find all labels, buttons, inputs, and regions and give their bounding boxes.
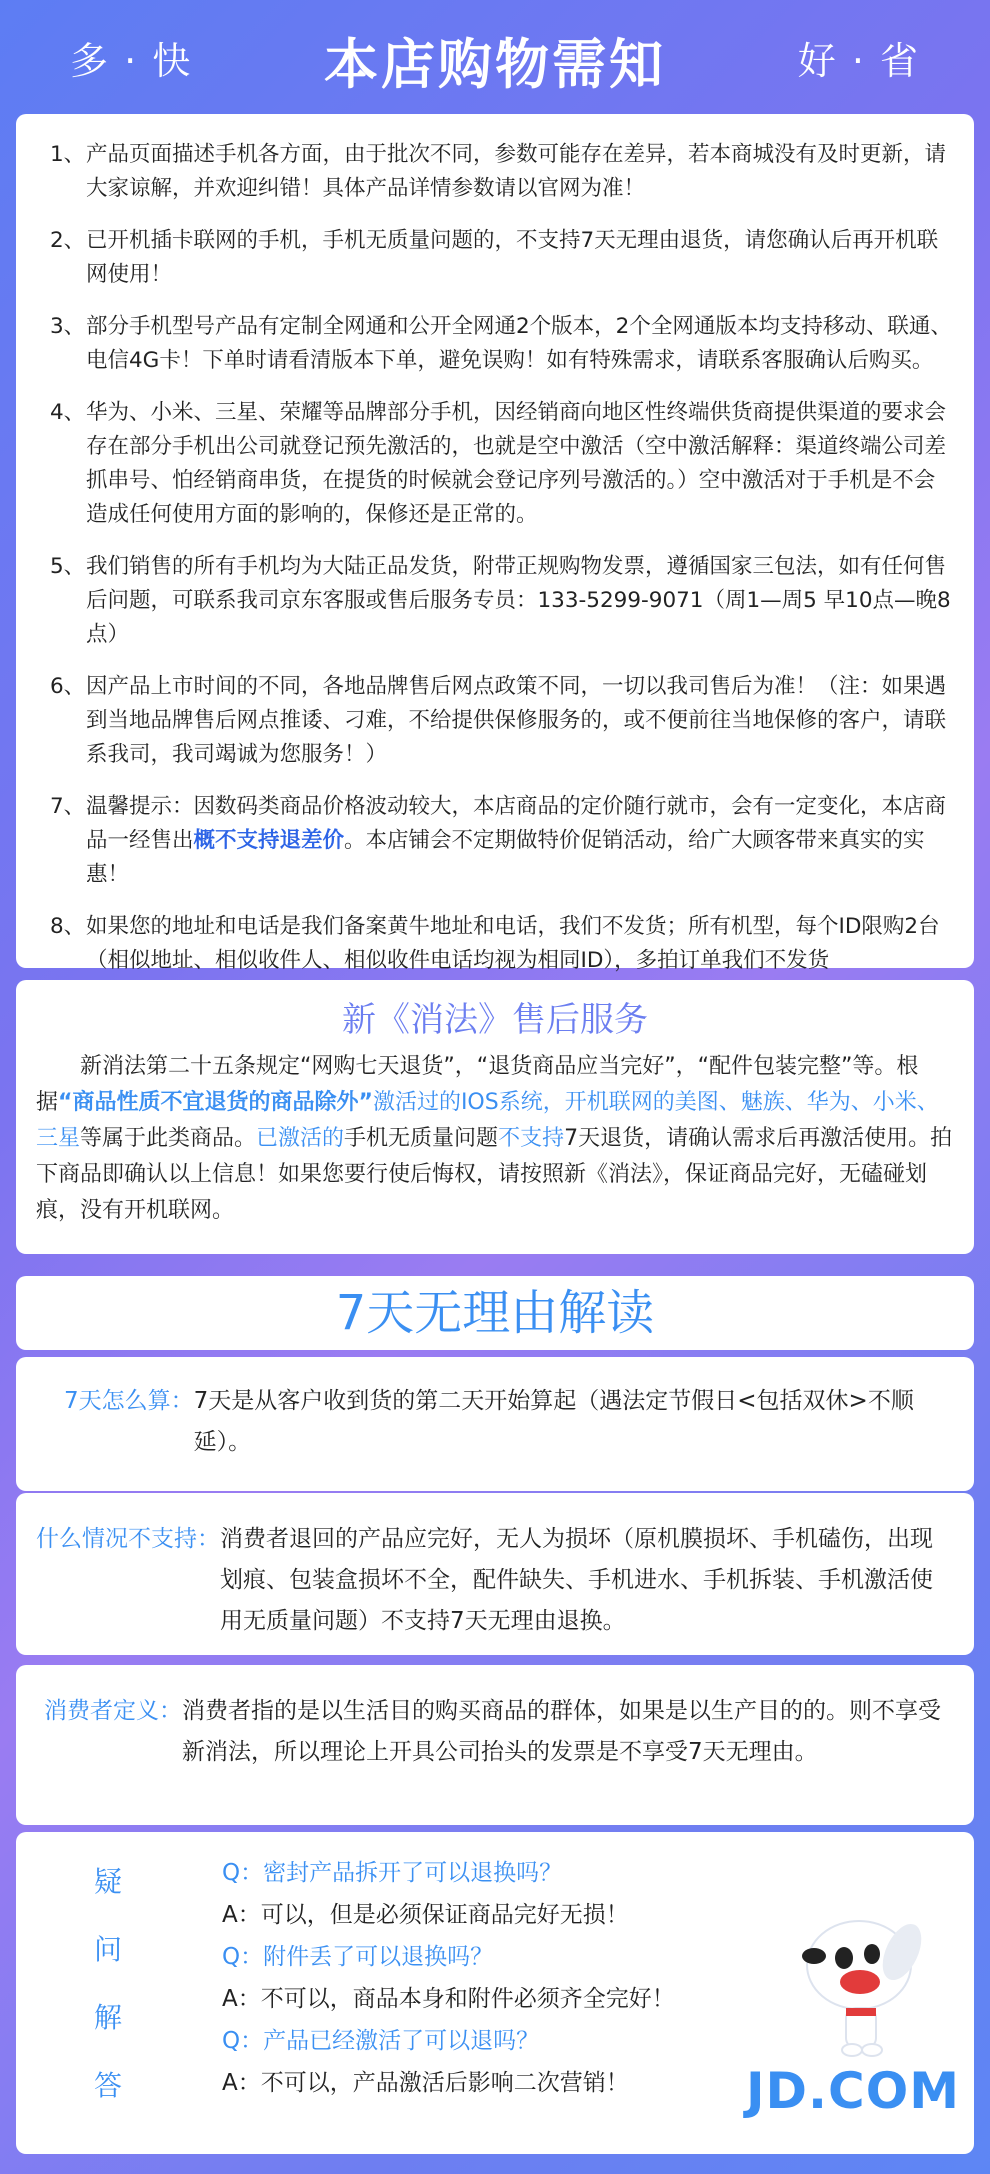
notice-item bbox=[50, 790, 952, 892]
shopping-notice-card bbox=[16, 114, 974, 973]
faq-title-char: 答 bbox=[94, 2069, 123, 2102]
seven-day-title: 7天无理由解读 bbox=[335, 1285, 655, 1341]
notice-item bbox=[50, 396, 952, 532]
notice-text: 华为、小米、三星、荣耀等品牌部分手机，因经销商向地区性终端供货商提供渠道的要求会存在部分手机出公司就登记预先激活的，也就是空中激活（空中激活解释：渠道终端公司差抓串号、怕经销商串货，在提货的时候就会登记序列号激活的。）空中激活对于手机是不会造成任何使用方面的影响的，保修还是正常的。 bbox=[86, 400, 947, 527]
notice-text: 部分手机型号产品有定制全网通和公开全网通2个版本，2个全网通版本均支持移动、联通、电信4G卡！下单时请看清版本下单，避免误购！如有特殊需求，请联系客服确认后购买。 bbox=[86, 314, 952, 373]
law-text: 新消法第二十五条规定“网购七天退货”，“退货商品应当完好”，“配件包装完整”等。根据 bbox=[36, 1054, 919, 1115]
faq-title-char: 问 bbox=[94, 1933, 123, 1966]
law-not-supported-highlight: 不支持 bbox=[498, 1126, 565, 1151]
law-text: 手机无质量问题 bbox=[344, 1126, 499, 1151]
header-slogan-right: 好 · 省 bbox=[797, 39, 920, 83]
header-slogan-left: 多 · 快 bbox=[70, 39, 193, 83]
consumer-definition-card bbox=[16, 1665, 974, 1825]
notice-text-pre: 温馨提示：因数码类商品价格波动较大，本店商品的定价随行就市，会有一定变化，本店商品一经售出 bbox=[86, 794, 947, 853]
notice-text: 已开机插卡联网的手机，手机无质量问题的，不支持7天无理由退货，请您确认后再开机联网使用！ bbox=[86, 228, 939, 287]
faq-answer: A：可以，但是必须保证商品完好无损！ bbox=[222, 1902, 629, 1928]
law-exception-highlight: “商品性质不宜退货的商品除外” bbox=[58, 1090, 373, 1115]
notice-item bbox=[50, 138, 952, 206]
notice-text bbox=[86, 790, 952, 892]
faq-title-char: 疑 bbox=[94, 1865, 123, 1898]
notice-number: 8、 bbox=[50, 914, 86, 939]
law-activated-highlight: 已激活的 bbox=[256, 1126, 345, 1151]
faq-question: Q：密封产品拆开了可以退换吗？ bbox=[222, 1860, 563, 1886]
faq-title-char: 解 bbox=[94, 2001, 123, 2034]
definition-row bbox=[36, 1519, 944, 1642]
faq-answer: A：不可以，商品本身和附件必须齐全完好！ bbox=[222, 1986, 675, 2012]
notice-number: 7、 bbox=[50, 794, 86, 819]
notice-text: 产品页面描述手机各方面，由于批次不同，参数可能存在差异，若本商城没有及时更新，请大家谅解，并欢迎纠错！具体产品详情参数请以官网为准！ bbox=[86, 142, 947, 201]
jd-logo: JD.COM bbox=[745, 2062, 960, 2120]
definition-row bbox=[64, 1381, 954, 1463]
notice-item bbox=[50, 670, 952, 772]
consumer-law-card bbox=[16, 980, 974, 1254]
faq-vertical-title bbox=[94, 1862, 134, 2134]
law-text: 等属于此类商品。 bbox=[80, 1126, 257, 1151]
consumer-law-title: 新《消法》售后服务 bbox=[342, 1000, 648, 1040]
faq-answer: A：不可以，产品激活后影响二次营销！ bbox=[222, 2070, 629, 2096]
notice-text: 如果您的地址和电话是我们备案黄牛地址和电话，我们不发货；所有机型，每个ID限购2台（相似地址、相似收件人、相似收件电话均视为相同ID），多拍订单我们不发货 bbox=[86, 914, 940, 973]
definition-label: 7天怎么算： bbox=[64, 1388, 194, 1414]
definition-value: 消费者退回的产品应完好，无人为损坏（原机膜损坏、手机磕伤，出现划痕、包装盒损坏不全，配件缺失、手机进水、手机拆装、手机激活使用无质量问题）不支持7天无理由退换。 bbox=[220, 1526, 933, 1634]
law-text: 7天退货，请确认需求后再激活使用。拍下商品即确认以上信息！如果您要行使后悔权，请按照新《消法》，保证商品完好，无磕碰划痕，没有开机联网。 bbox=[36, 1126, 953, 1223]
notice-item bbox=[50, 910, 952, 978]
faq-question: Q：附件丢了可以退换吗？ bbox=[222, 1944, 494, 1970]
definition-value: 消费者指的是以生活目的购买商品的群体，如果是以生产目的的。则不享受新消法，所以理论上开具公司抬头的发票是不享受7天无理由。 bbox=[182, 1698, 941, 1765]
notice-number: 2、 bbox=[50, 228, 86, 253]
seven-day-calc-card bbox=[16, 1357, 974, 1491]
faq-list bbox=[222, 1852, 782, 2104]
no-price-difference-refund-highlight: 概不支持退差价 bbox=[193, 828, 345, 853]
faq-card bbox=[16, 1832, 974, 2154]
definition-row bbox=[44, 1691, 944, 1773]
law-brands-highlight: 激活过的IOS系统，开机联网的美图、魅族、华为、小米、三星 bbox=[36, 1090, 939, 1151]
notice-text-post: 。本店铺会不定期做特价促销活动，给广大顾客带来真实的实惠！ bbox=[86, 828, 925, 887]
notice-number: 4、 bbox=[50, 400, 86, 425]
notice-number: 6、 bbox=[50, 674, 86, 699]
page-header bbox=[0, 0, 990, 112]
notice-item bbox=[50, 224, 952, 292]
jd-dog-mascot-icon bbox=[774, 1890, 934, 2060]
notice-number: 3、 bbox=[50, 314, 86, 339]
page-title: 本店购物需知 bbox=[324, 33, 666, 96]
notice-item bbox=[50, 550, 952, 652]
faq-question: Q：产品已经激活了可以退吗？ bbox=[222, 2028, 540, 2054]
seven-day-title-card bbox=[16, 1276, 974, 1350]
notice-number: 5、 bbox=[50, 554, 86, 579]
notice-item bbox=[50, 310, 952, 378]
definition-value: 7天是从客户收到货的第二天开始算起（遇法定节假日<包括双休>不顺延）。 bbox=[193, 1388, 914, 1455]
definition-label: 消费者定义： bbox=[44, 1698, 182, 1724]
notice-text: 我们销售的所有手机均为大陆正品发货，附带正规购物发票，遵循国家三包法，如有任何售后问题，可联系我司京东客服或售后服务专员：133-5299-9071（周1—周5 早10点—晚8点） bbox=[86, 554, 951, 647]
notice-number: 1、 bbox=[50, 142, 86, 167]
notice-text: 因产品上市时间的不同，各地品牌售后网点政策不同，一切以我司售后为准！（注：如果遇到当地品牌售后网点推诿、刁难，不给提供保修服务的，或不便前往当地保修的客户，请联系我司，我司竭诚为您服务！） bbox=[86, 674, 947, 767]
not-supported-card bbox=[16, 1493, 974, 1655]
definition-label: 什么情况不支持： bbox=[36, 1526, 220, 1552]
consumer-law-body bbox=[36, 1049, 954, 1229]
